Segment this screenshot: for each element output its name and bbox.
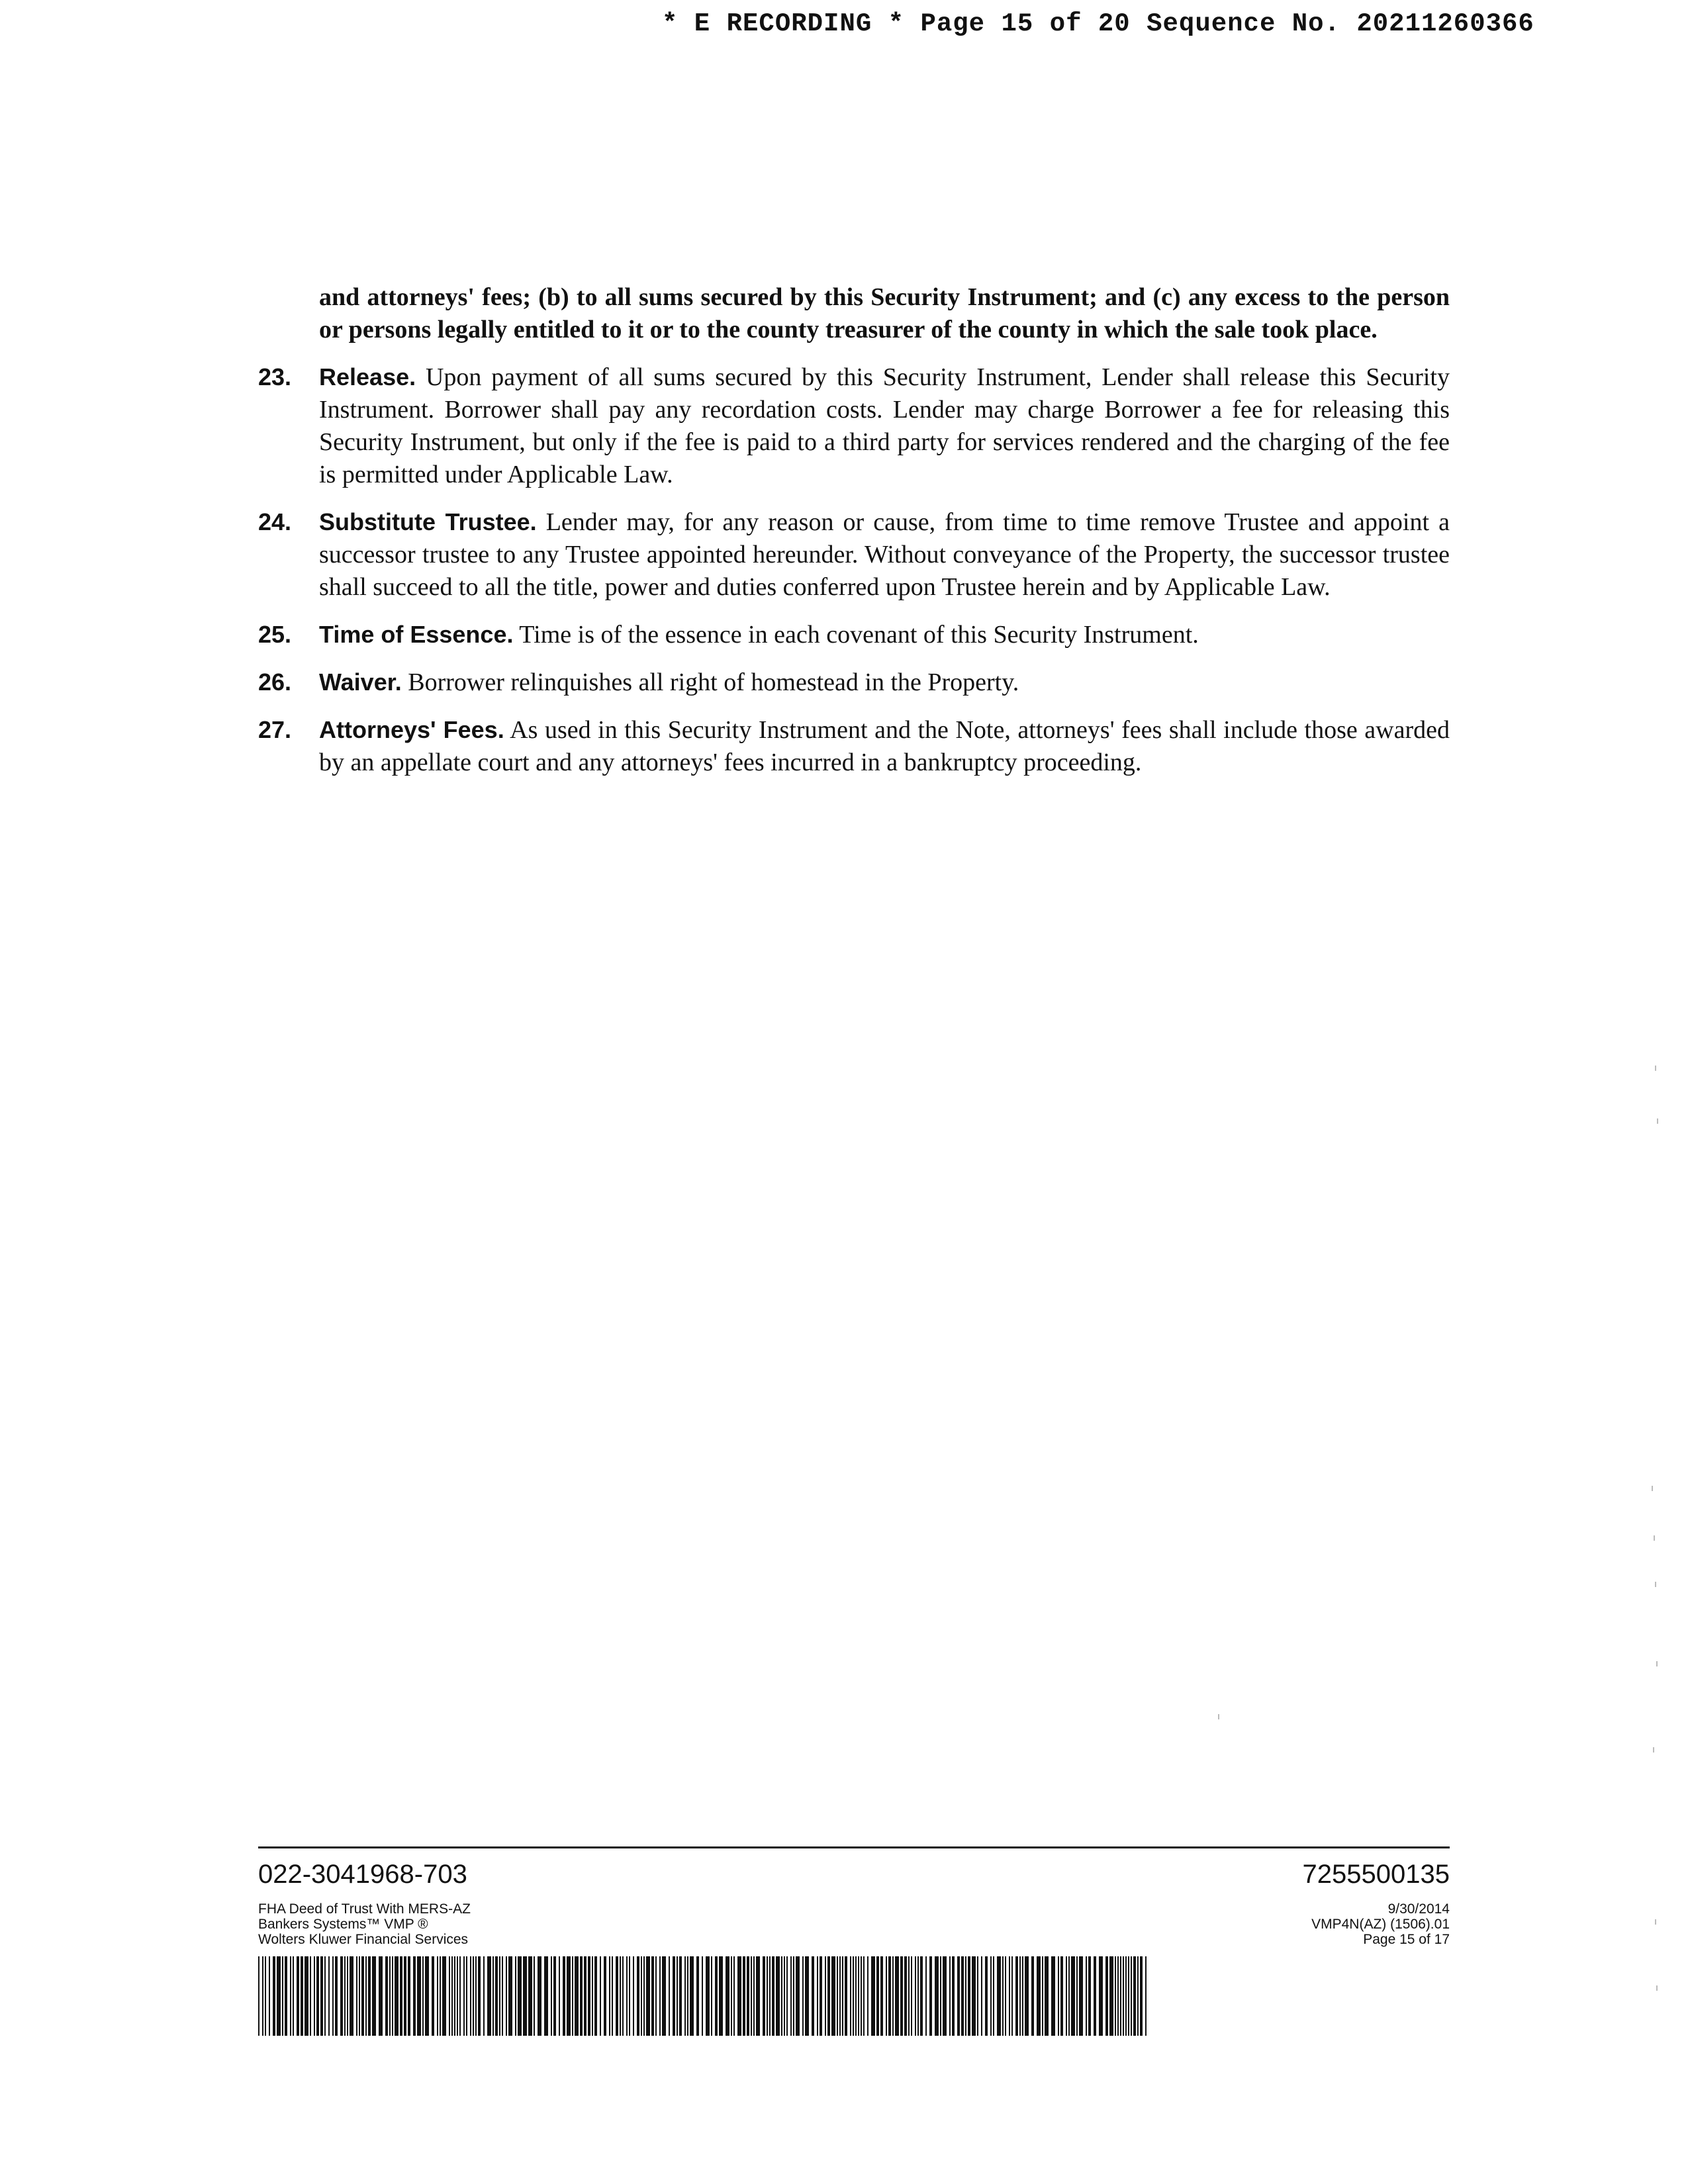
section-number: 24.	[258, 508, 292, 535]
footer-form-info	[258, 1901, 1450, 1947]
continuation-paragraph: and attorneys' fees; (b) to all sums secured by this Security Instrument; and (c) any excess to the person or persons legally entitled to it or to the county treasurer of the county in which the sale took place.	[319, 283, 1450, 343]
section-release	[258, 361, 1450, 491]
section-title: Substitute Trustee.	[319, 508, 537, 535]
form-footer	[258, 1846, 1450, 2039]
recording-header: * E RECORDING * Page 15 of 20 Sequence No. 20211260366	[662, 9, 1534, 38]
document-body	[258, 281, 1450, 794]
section-title: Attorneys' Fees.	[319, 716, 504, 743]
section-title: Waiver.	[319, 668, 402, 696]
page-label: Page 15 of 17	[1363, 1932, 1450, 1947]
section-waiver	[258, 666, 1450, 699]
section-attorneys-fees	[258, 713, 1450, 779]
section-number: 25.	[258, 621, 292, 648]
section-time-of-essence	[258, 618, 1450, 651]
form-title: FHA Deed of Trust With MERS-AZ	[258, 1901, 471, 1917]
section-text: Upon payment of all sums secured by this Security Instrument, Lender shall release this Security Instrument. Borrower shall pay any recordation costs. Lender may charge Borrower a fee for releasing this Security Instrument, but only if the fee is paid to a third party for services rendered and the charging of the fee is permitted under Applicable Law.	[319, 363, 1450, 488]
section-number: 26.	[258, 668, 292, 696]
form-info-left	[258, 1901, 471, 1947]
publisher: Wolters Kluwer Financial Services	[258, 1932, 469, 1947]
section-number: 23.	[258, 363, 292, 390]
section-title: Release.	[319, 363, 416, 390]
section-title: Time of Essence.	[319, 621, 514, 648]
form-date: 9/30/2014	[1387, 1901, 1450, 1917]
section-substitute-trustee	[258, 506, 1450, 604]
footer-identifiers	[258, 1859, 1450, 1889]
form-code: VMP4N(AZ) (1506).01	[1311, 1917, 1450, 1932]
section-text: Borrower relinquishes all right of homestead in the Property.	[401, 668, 1019, 696]
section-text: Time is of the essence in each covenant of this Security Instrument.	[513, 621, 1199, 649]
loan-number: 022-3041968-703	[258, 1860, 467, 1889]
section-text: As used in this Security Instrument and the Note, attorneys' fees shall include those awarded by an appellate court and any attorneys' fees incurred in a bankruptcy proceeding.	[319, 716, 1450, 776]
barcode-image	[258, 1956, 1152, 2036]
footer-divider	[258, 1846, 1450, 1848]
section-number: 27.	[258, 716, 292, 743]
min-number: 7255500135	[1302, 1860, 1450, 1889]
form-info-right	[1311, 1901, 1450, 1947]
vendor-line: Bankers Systems™ VMP ®	[258, 1917, 428, 1932]
section-text: Lender may, for any reason or cause, from time to time remove Trustee and appoint a successor trustee to any Trustee appointed hereunder. Without conveyance of the Property, the successor trustee shall succeed to all the title, power and duties conferred upon Trustee herein and by Applicable Law.	[319, 508, 1450, 601]
